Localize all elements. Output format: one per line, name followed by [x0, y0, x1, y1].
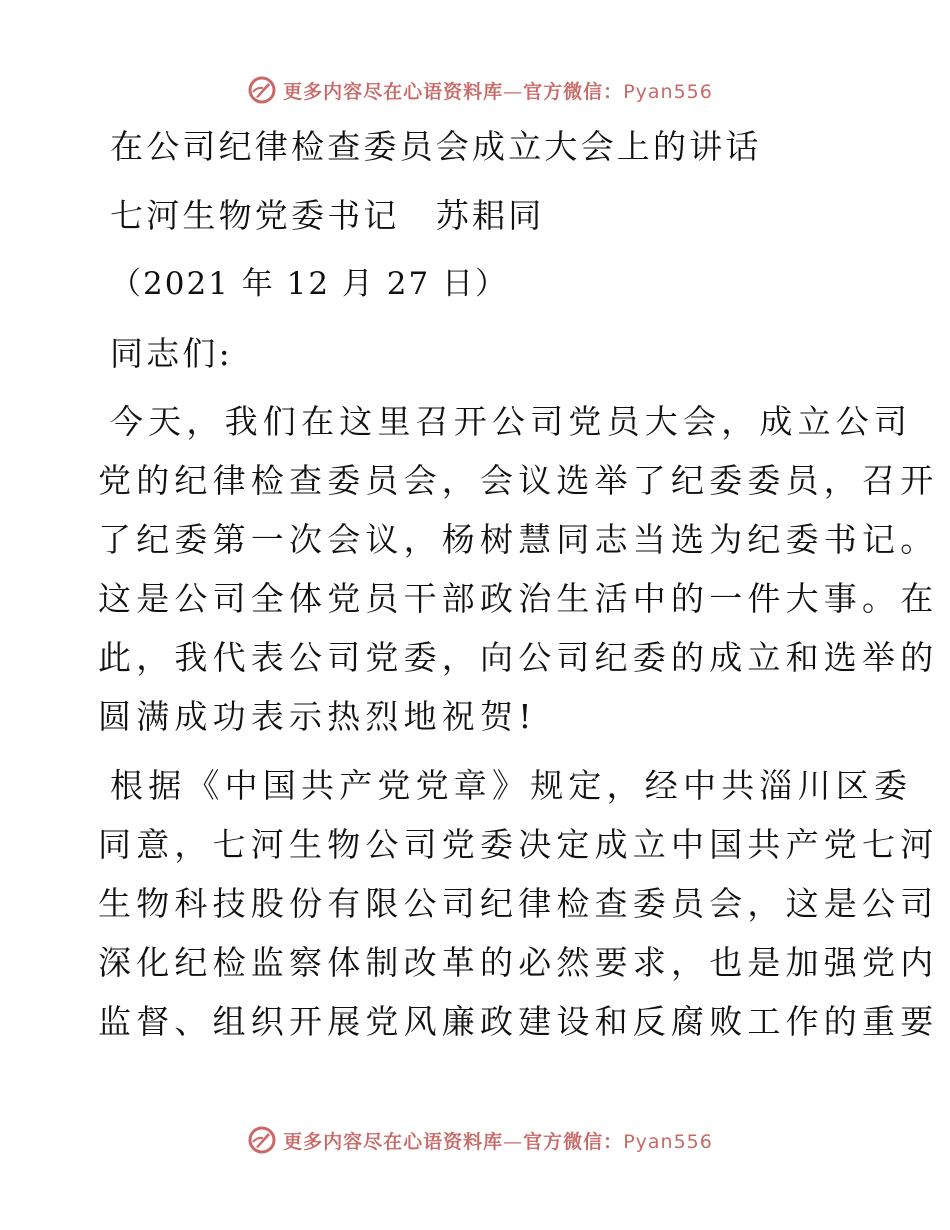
paragraph-line: 此，我代表公司党委，向公司纪委的成立和选举的	[98, 638, 939, 677]
paragraph-line: 圆满成功表示热烈地祝贺!	[98, 697, 537, 736]
paragraph-2	[98, 756, 939, 1051]
document-body	[98, 118, 939, 1051]
paragraph-line: 了纪委第一次会议，杨树慧同志当选为纪委书记。	[98, 520, 939, 559]
document-date: （2021 年 12 月 27 日）	[110, 266, 509, 302]
watermark-content	[247, 1125, 713, 1155]
document-title: 在公司纪律检查委员会成立大会上的讲话	[110, 127, 762, 166]
document-author: 七河生物党委书记 苏耜同	[110, 196, 545, 235]
header-watermark	[0, 70, 950, 110]
footer-watermark	[0, 1120, 950, 1160]
watermark-content	[247, 75, 713, 105]
paragraph-line: 监督、组织开展党风廉政建设和反腐败工作的重要	[98, 1002, 939, 1041]
feather-pen-icon	[247, 75, 277, 105]
paragraph-line: 党的纪律检查委员会，会议选举了纪委委员，召开	[98, 461, 939, 500]
watermark-text: 更多内容尽在心语资料库—官方微信：Pyan556	[283, 1130, 713, 1153]
feather-pen-icon	[247, 1125, 277, 1155]
paragraph-line: 深化纪检监察体制改革的必然要求，也是加强党内	[98, 943, 939, 982]
watermark-text: 更多内容尽在心语资料库—官方微信：Pyan556	[283, 80, 713, 103]
paragraph-line: 生物科技股份有限公司纪律检查委员会，这是公司	[98, 884, 939, 923]
paragraph-1	[98, 392, 939, 746]
document-greeting: 同志们:	[110, 334, 233, 373]
paragraph-line: 根据《中国共产党党章》规定，经中共淄川区委	[110, 766, 913, 805]
paragraph-line: 今天，我们在这里召开公司党员大会，成立公司	[110, 402, 913, 441]
paragraph-line: 同意，七河生物公司党委决定成立中国共产党七河	[98, 825, 939, 864]
paragraph-line: 这是公司全体党员干部政治生活中的一件大事。在	[98, 579, 939, 618]
